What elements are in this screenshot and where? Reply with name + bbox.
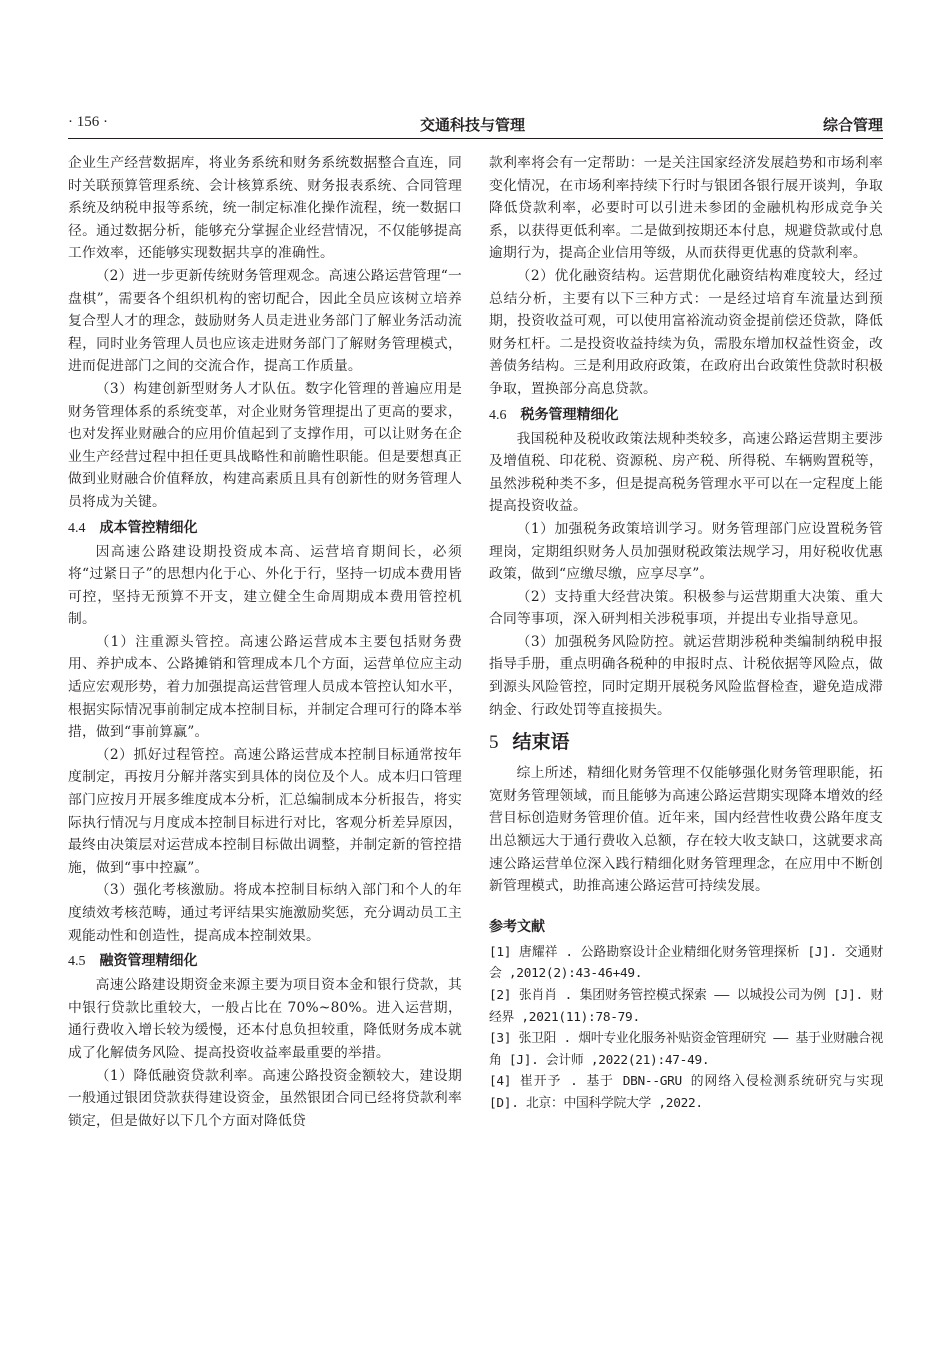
section-title: 综合管理 xyxy=(822,116,883,134)
paragraph: （2）优化融资结构。运营期优化融资结构难度较大，经过总结分析，主要有以下三种方式：一是经过培育车流量达到预期，投资收益可观，可以使用富裕流动资金提前偿还贷款，降低财务杠杆。二是投资收益持续为负，需股东增加权益性资金，改善债务结构。三是利用政府政策，在政府出台政策性贷款时积极争取，置换部分高息贷款。 xyxy=(489,267,883,397)
paragraph: （3）构建创新型财务人才队伍。数字化管理的普遍应用是财务管理体系的系统变革，对企业财务管理提出了更高的要求，也对发挥业财融合的应用价值起到了支撑作用，可以让财务在企业生产经营过程中担任更具战略性和前瞻性职能。但是要想真正做到业财融合价值释放，构建高素质且具有创新性的财务管理人员将成为关键。 xyxy=(68,380,462,510)
paragraph: （1）加强税务政策培训学习。财务管理部门应设置税务管理岗，定期组织财务人员加强财税政策法规学习，用好税收优惠政策，做到“应缴尽缴，应享尽享”。 xyxy=(489,520,883,583)
section-number: 4.5 xyxy=(68,954,86,970)
reference-item: [3] 张卫阳 . 烟叶专业化服务补贴资金管理研究 —— 基于业财融合视角 [J]. 会计师 ,2022(21):47-49. xyxy=(489,1031,883,1068)
page-number: · 156 · xyxy=(68,114,108,130)
journal-title: 交通科技与管理 xyxy=(420,116,526,134)
paragraph: （3）强化考核激励。将成本控制目标纳入部门和个人的年度绩效考核范畴，通过考评结果实施激励奖惩，充分调动员工主观能动性和创造性，提高成本控制效果。 xyxy=(68,882,462,944)
right-column xyxy=(489,152,883,1115)
paragraph: 因高速公路建设期投资成本高、运营培育期间长，必须将“过紧日子”的思想内化于心、外化于行，坚持一切成本费用皆可控，坚持无预算不开支，建立健全生命周期成本费用管控机制。 xyxy=(68,543,462,628)
reference-item: [4] 崔开予 . 基于 DBN--GRU 的网络入侵检测系统研究与实现 [D]. 北京：中国科学院大学 ,2022. xyxy=(489,1074,883,1111)
section-title: 结束语 xyxy=(512,731,570,754)
section-number: 4.6 xyxy=(489,407,507,423)
section-heading-4-4 xyxy=(68,516,462,541)
section-heading-4-5 xyxy=(68,949,462,974)
paragraph: （2）支持重大经营决策。积极参与运营期重大决策、重大合同等事项，深入研判相关涉税事项，并提出专业指导意见。 xyxy=(489,588,883,628)
paragraph: （2）抓好过程管控。高速公路运营成本控制目标通常按年度制定，再按月分解并落实到具体的岗位及个人。成本归口管理部门应按月开展多维度成本分析，汇总编制成本分析报告，将实际执行情况与月度成本控制目标进行对比，客观分析差异原因，最终由决策层对运营成本控制目标做出调整，并制定新的管控措施，做到“事中控赢”。 xyxy=(68,746,462,876)
references-heading: 参考文献 xyxy=(489,918,545,935)
section-heading-4-6 xyxy=(489,403,883,428)
reference-item: [2] 张肖肖 . 集团财务管控模式探索 —— 以城投公司为例 [J]. 财经界 ,2021(11):78-79. xyxy=(489,988,883,1025)
paragraph: （1）降低融资贷款利率。高速公路投资金额较大，建设期一般通过银团贷款获得建设资金，虽然银团合同已经将贷款利率锁定，但是做好以下几个方面对降低贷 xyxy=(68,1067,462,1129)
reference-item: [1] 唐耀祥 . 公路勘察设计企业精细化财务管理探析 [J]. 交通财会 ,2012(2):43-46+49. xyxy=(489,944,883,982)
paragraph: 高速公路建设期资金来源主要为项目资本金和银行贷款，其中银行贷款比重较大，一般占比在 70%~80%。进入运营期，通行费收入增长较为缓慢，还本付息负担较重，降低财务成本就成了化解债务风险、提高投资收益率最重要的举措。 xyxy=(68,977,462,1061)
paragraph: 款利率将会有一定帮助：一是关注国家经济发展趋势和市场利率变化情况，在市场利率持续下行时与银团各银行展开谈判，争取降低贷款利率，必要时可以引进未参团的金融机构形成竞争关系，以获得更低利率。二是做到按期还本付息，规避贷款或付息逾期行为，提高企业信用等级，从而获得更优惠的贷款利率。 xyxy=(489,155,883,262)
page-header xyxy=(68,108,883,139)
section-number: 5 xyxy=(489,732,499,754)
section-title: 税务管理精细化 xyxy=(520,406,619,423)
paragraph: （2）进一步更新传统财务管理观念。高速公路运营管理“一盘棋”，需要各个组织机构的密切配合，因此全员应该树立培养复合型人才的理念，鼓励财务人员走进业务部门了解业务活动流程，同时业务管理人员也应该走进财务部门了解财务管理模式，进而促进部门之间的交流合作，提高工作质量。 xyxy=(68,267,462,375)
paragraph: 我国税种及税收政策法规种类较多，高速公路运营期主要涉及增值税、印花税、资源税、房产税、所得税、车辆购置税等，虽然涉税种类不多，但是提高税务管理水平可以在一定程度上能提高投资收益。 xyxy=(489,430,883,515)
section-heading-5 xyxy=(489,729,883,756)
section-title: 融资管理精细化 xyxy=(99,953,198,970)
section-number: 4.4 xyxy=(68,520,86,536)
paragraph: 综上所述，精细化财务管理不仅能够强化财务管理职能，拓宽财务管理领域，而且能够为高速公路运营期实现降本增效的经营目标创造财务管理价值。近年来，国内经营性收费公路年度支出总额远大于通行费收入总额，存在较大收支缺口，这就要求高速公路运营单位深入践行精细化财务管理理念，在应用中不断创新管理模式，助推高速公路运营可持续发展。 xyxy=(489,765,883,895)
paragraph: （3）加强税务风险防控。就运营期涉税种类编制纳税申报指导手册，重点明确各税种的申报时点、计税依据等风险点，做到源头风险管控，同时定期开展税务风险监督检查，避免造成滞纳金、行政处罚等直接损失。 xyxy=(489,633,883,718)
section-title: 成本管控精细化 xyxy=(99,519,198,536)
left-column xyxy=(68,152,462,1132)
paragraph: （1）注重源头管控。高速公路运营成本主要包括财务费用、养护成本、公路摊销和管理成本几个方面，运营单位应主动适应宏观形势，着力加强提高运营管理人员成本管控认知水平，根据实际情况事前制定成本控制目标，并制定合理可行的降本举措，做到“事前算赢”。 xyxy=(68,633,462,741)
paragraph: 企业生产经营数据库，将业务系统和财务系统数据整合直连，同时关联预算管理系统、会计核算系统、财务报表系统、合同管理系统及纳税申报等系统，统一制定标准化操作流程，统一数据口径。通过数据分析，能够充分掌握企业经营情况，不仅能够提高工作效率，还能够实现数据共享的准确性。 xyxy=(68,155,462,262)
